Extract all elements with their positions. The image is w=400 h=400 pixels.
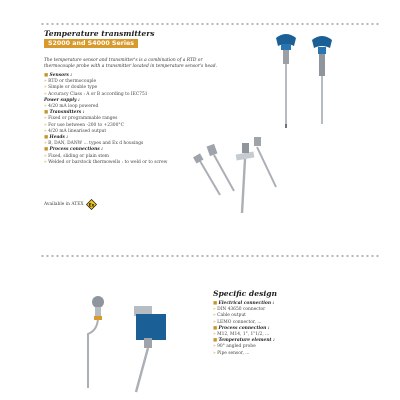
bullet-icon: ■ (44, 110, 50, 116)
bullet-icon: » (213, 313, 218, 319)
atex-logo-icon (86, 199, 97, 210)
top-item-text: Power supply : (44, 97, 80, 103)
top-item-text: Fixed, sliding or plain stem (48, 153, 109, 159)
bullet-icon: ■ (44, 135, 50, 141)
atex-logo-text: Ex (88, 202, 95, 208)
bottom-item-text: Cable output (217, 313, 246, 319)
bottom-item-text: Temperature element : (218, 338, 275, 344)
intro-paragraph: The temperature sensor and transmitter's is a combination of a RTD or thermocouple probe with a transmitter located in temperature sensor's head. (44, 58, 217, 69)
transmitter-probe-right (312, 36, 332, 124)
bullet-icon: » (213, 344, 218, 350)
din-connector-probe (134, 306, 166, 392)
bottom-item-text: DIN 43650 connector (217, 307, 266, 313)
bullet-icon: ■ (213, 301, 219, 306)
bullet-icon: » (44, 128, 49, 134)
top-item-text: 4/20 mA loop powered (48, 104, 99, 110)
top-item (44, 160, 167, 166)
top-item-text: RTD or thermocouple (48, 79, 97, 85)
transmitter-probe-left (276, 34, 296, 128)
top-dotted-divider (40, 22, 380, 26)
bullet-icon: » (44, 153, 49, 159)
bullet-icon: » (44, 116, 49, 122)
bullet-icon: » (44, 159, 49, 165)
top-item-text: Fixed or programmable ranges (48, 116, 118, 122)
top-item-text: Accuracy Class : A or B according to IEC751 (48, 91, 148, 97)
bottom-item-text: Process connection : (218, 325, 270, 331)
thermowell-probe-3 (254, 137, 276, 187)
bullet-icon: » (44, 104, 49, 110)
section-title-specific-design: Specific design (213, 289, 278, 298)
bottom-dotted-divider (40, 254, 380, 258)
bullet-icon: ■ (213, 338, 219, 344)
top-item-text: Welded or barstock thermowells : to weld or to screw (48, 159, 168, 165)
bottom-item (213, 351, 275, 357)
thermowells-illustration (190, 135, 290, 215)
top-item-text: For use between -200 to +2300°C (48, 122, 124, 128)
bullet-icon: » (213, 350, 218, 356)
bottom-item-text: M12, M14, 1", 1"1/2, ... (217, 332, 270, 338)
bullet-icon: » (213, 319, 218, 325)
top-item-text: Transmitters : (49, 110, 85, 116)
thermowell-flanged (236, 143, 255, 213)
top-item-text: B, DAN, DANW ... types and Ex d housings (48, 141, 144, 147)
bottom-item-text: LEMO connector, ... (217, 319, 262, 325)
top-item-text: Simple or double type (48, 85, 98, 91)
angled-probe (88, 296, 104, 388)
bullet-icon: » (44, 85, 49, 91)
bottom-item-text: 90° angled probe (217, 344, 256, 350)
bullet-icon: » (44, 91, 49, 97)
bottom-item-text: Electrical connection : (218, 301, 275, 306)
bullet-icon: » (44, 141, 49, 147)
bullet-icon: » (213, 307, 218, 313)
section-title-transmitters: Temperature transmitters (44, 29, 155, 38)
thermowell-probe-2 (207, 144, 234, 191)
top-item-text: Heads : (49, 135, 69, 141)
transmitter-heads-illustration-right (308, 32, 348, 132)
spec-list-specific-design (213, 301, 275, 357)
specific-design-illustration (80, 290, 180, 395)
bullet-icon: ■ (213, 325, 219, 331)
bullet-icon: ■ (44, 147, 50, 153)
top-item-text: Sensors : (49, 73, 73, 78)
bottom-item-text: Pipe sensor, ... (217, 350, 250, 356)
bullet-icon: » (213, 332, 218, 338)
series-badge: S2000 and S4000 Series (44, 39, 138, 48)
bullet-icon: » (44, 122, 49, 128)
top-item-text: Process connections : (49, 147, 103, 153)
bullet-icon: ■ (44, 73, 50, 78)
atex-availability-text: Available in ATEX (44, 202, 84, 207)
bullet-icon: » (44, 79, 49, 85)
spec-list-transmitters (44, 73, 167, 166)
top-item-text: 4/20 mA linearised output (48, 128, 107, 134)
